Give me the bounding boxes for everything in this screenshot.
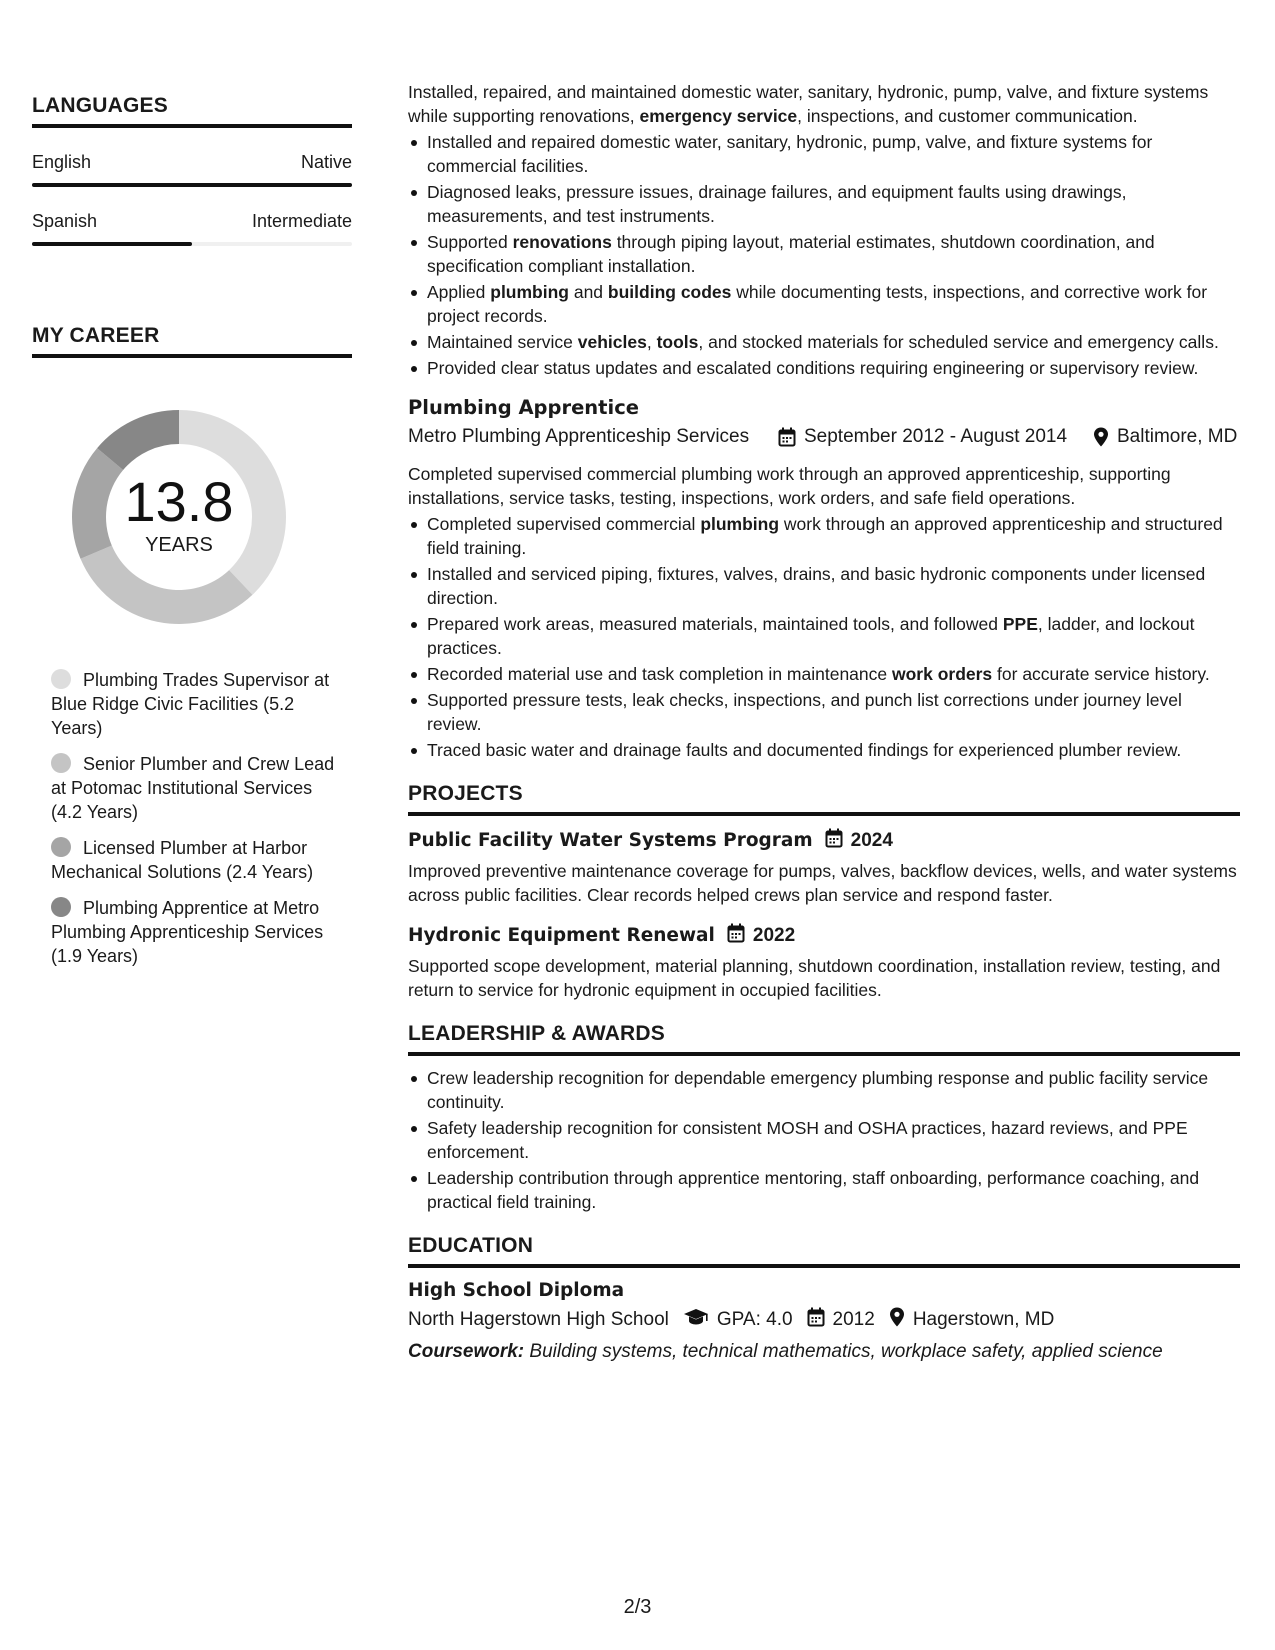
job-dates-text: September 2012 - August 2014: [804, 426, 1068, 447]
language-level: Native: [300, 152, 352, 172]
language-proficiency-fill: [32, 242, 192, 246]
calendar-icon: [807, 1307, 825, 1333]
bullet-item: Installed and repaired domestic water, sanitary, hydronic, pump, valve, and fixture systems for commercial facilities.: [408, 130, 1240, 178]
education-coursework: [408, 1341, 1240, 1363]
career-total-unit: YEARS: [145, 534, 213, 556]
legend-item: [51, 896, 341, 968]
job-dates: [778, 425, 1093, 454]
legend-swatch: [51, 837, 71, 857]
legend-item: [51, 752, 341, 824]
projects-heading: PROJECTS: [408, 782, 1240, 816]
job-company: Metro Plumbing Apprenticeship Services: [408, 426, 750, 447]
bullet-item: Safety leadership recognition for consistent MOSH and OSHA practices, hazard reviews, and PPE enforcement.: [408, 1116, 1240, 1164]
projects-section: [408, 782, 1240, 1002]
language-proficiency-bar: [32, 242, 352, 246]
leadership-section: [408, 1022, 1240, 1214]
job-summary: Completed supervised commercial plumbing work through an approved apprenticeship, supporting installations, service tasks, testing, inspections, work orders, and safe field operations.: [408, 464, 1171, 508]
leadership-heading: LEADERSHIP & AWARDS: [408, 1022, 1240, 1056]
career-donut-chart: [64, 402, 294, 632]
bullet-item: Maintained service vehicles, tools, and stocked materials for scheduled service and emergency calls.: [408, 330, 1240, 354]
legend-swatch: [51, 669, 71, 689]
bullet-item: Prepared work areas, measured materials, maintained tools, and followed PPE, ladder, and lockout practices.: [408, 612, 1240, 660]
job-bullets: [408, 512, 1240, 762]
map-pin-icon: [889, 1307, 905, 1333]
main-content: [408, 80, 1240, 1363]
calendar-icon: [825, 828, 843, 853]
job-location-text: Baltimore, MD: [1117, 426, 1238, 447]
legend-swatch: [51, 897, 71, 917]
education-meta: [408, 1307, 1240, 1333]
language-name: English: [32, 152, 92, 172]
languages-section: [32, 94, 352, 246]
bullet-item: Diagnosed leaks, pressure issues, drainage failures, and equipment faults using drawings, measurements, and test instruments.: [408, 180, 1240, 228]
language-item: [32, 152, 352, 187]
language-proficiency-bar: [32, 183, 352, 187]
calendar-icon: [778, 427, 796, 454]
donut-segment: [81, 546, 253, 624]
education-location: Hagerstown, MD: [912, 1309, 1055, 1330]
apprentice-job: [408, 396, 1240, 762]
coursework-label: Coursework:: [408, 1341, 525, 1362]
career-total-years: 13.8: [124, 470, 234, 533]
bullet-item: Applied plumbing and building codes while documenting tests, inspections, and corrective work for project records.: [408, 280, 1240, 328]
language-proficiency-fill: [32, 183, 352, 187]
project-title-row: [408, 828, 1240, 853]
project-item: [408, 923, 1240, 1002]
language-name: Spanish: [32, 211, 98, 231]
languages-heading: LANGUAGES: [32, 94, 352, 128]
bullet-item: Supported renovations through piping layout, material estimates, shutdown coordination, and specification compliant installation.: [408, 230, 1240, 278]
leadership-bullets: [408, 1066, 1240, 1214]
language-level: Intermediate: [251, 211, 352, 231]
education-section: [408, 1234, 1240, 1363]
education-year: 2012: [832, 1309, 875, 1330]
legend-swatch: [51, 753, 71, 773]
career-legend: [51, 668, 341, 968]
language-item: [32, 211, 352, 246]
project-year: 2022: [752, 924, 796, 946]
calendar-icon: [727, 923, 745, 948]
project-title-row: [408, 923, 1240, 948]
legend-label: Licensed Plumber at Harbor Mechanical Solutions (2.4 Years): [51, 838, 314, 882]
page-number: 2/3: [623, 1596, 652, 1618]
previous-job: [408, 80, 1240, 380]
career-heading: MY CAREER: [32, 324, 352, 358]
bullet-item: Recorded material use and task completion in maintenance work orders for accurate service history.: [408, 662, 1240, 686]
map-pin-icon: [1093, 427, 1109, 454]
bullet-item: Traced basic water and drainage faults and documented findings for experienced plumber review.: [408, 738, 1240, 762]
donut-center: [64, 472, 294, 557]
legend-item: [51, 836, 341, 884]
bullet-item: Provided clear status updates and escalated conditions requiring engineering or supervisory review.: [408, 356, 1240, 380]
project-year: 2024: [850, 829, 893, 851]
education-degree: High School Diploma: [408, 1280, 625, 1301]
career-section: [32, 324, 352, 968]
job-meta: [408, 425, 1240, 454]
coursework-text: Building systems, technical mathematics, workplace safety, applied science: [524, 1341, 1163, 1362]
project-title: Public Facility Water Systems Program: [408, 830, 813, 851]
bullet-item: Completed supervised commercial plumbing work through an approved apprenticeship and structured field training.: [408, 512, 1240, 560]
project-description: Supported scope development, material planning, shutdown coordination, installation review, testing, and return to service for hydronic equipment in occupied facilities.: [408, 956, 1221, 1000]
legend-label: Plumbing Apprentice at Metro Plumbing Apprenticeship Services (1.9 Years): [51, 898, 324, 966]
education-gpa: GPA: 4.0: [716, 1309, 793, 1330]
sidebar: [32, 94, 352, 980]
job-title: Plumbing Apprentice: [408, 396, 639, 419]
project-item: [408, 828, 1240, 907]
legend-item: [51, 668, 341, 740]
project-description: Improved preventive maintenance coverage for pumps, valves, backflow devices, wells, and water systems across public facilities. Clear records helped crews plan service and respond faster.: [408, 861, 1237, 905]
project-title: Hydronic Equipment Renewal: [408, 925, 715, 946]
graduation-cap-icon: [683, 1308, 709, 1332]
job-bullets: [408, 130, 1240, 380]
legend-label: Senior Plumber and Crew Lead at Potomac Institutional Services (4.2 Years): [51, 754, 335, 822]
legend-label: Plumbing Trades Supervisor at Blue Ridge Civic Facilities (5.2 Years): [51, 670, 330, 738]
bullet-item: Leadership contribution through apprentice mentoring, staff onboarding, performance coaching, and practical field training.: [408, 1166, 1240, 1214]
education-heading: EDUCATION: [408, 1234, 1240, 1268]
bullet-item: Installed and serviced piping, fixtures, valves, drains, and basic hydronic components under licensed direction.: [408, 562, 1240, 610]
bullet-item: Supported pressure tests, leak checks, inspections, and punch list corrections under journey level review.: [408, 688, 1240, 736]
bullet-item: Crew leadership recognition for dependable emergency plumbing response and public facility service continuity.: [408, 1066, 1240, 1114]
job-summary: Installed, repaired, and maintained domestic water, sanitary, hydronic, pump, valve, and fixture systems while supporting renovations, emergency service, inspections, and customer communication.: [408, 82, 1209, 126]
job-location: [1093, 425, 1240, 454]
education-school: North Hagerstown High School: [408, 1309, 669, 1330]
